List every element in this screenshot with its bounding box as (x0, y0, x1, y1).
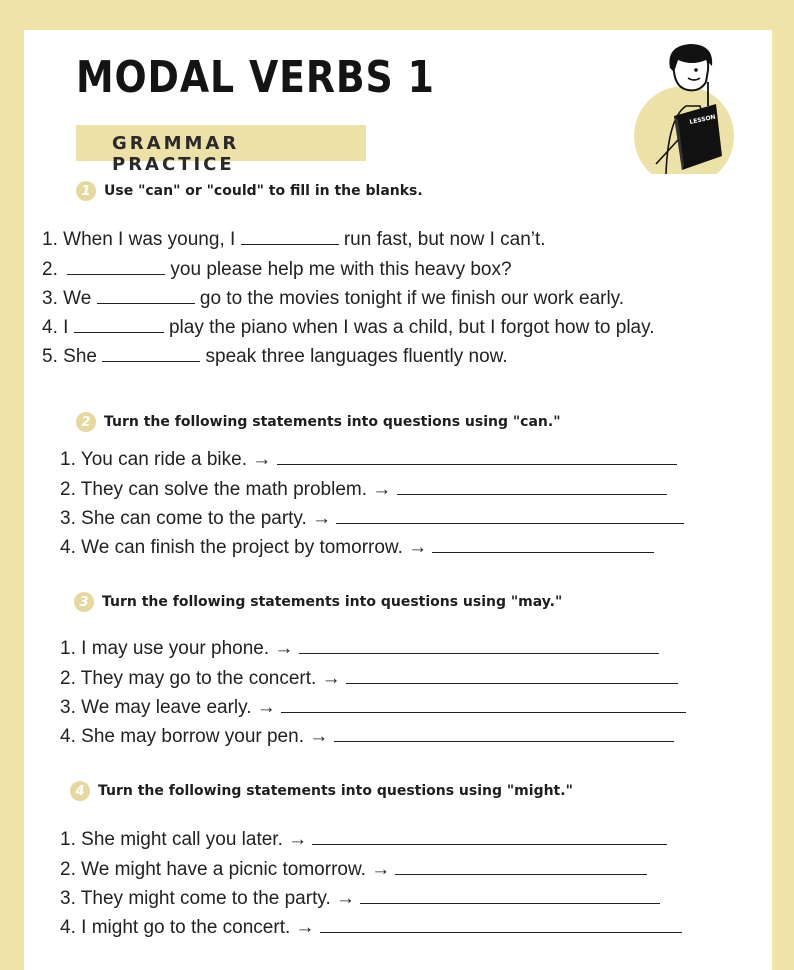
answer-blank[interactable] (336, 507, 684, 524)
section-1-heading (76, 181, 423, 201)
worksheet-page (24, 30, 772, 970)
list-item: 3. She can come to the party. → (60, 507, 684, 530)
section-instruction: Turn the following statements into questions using "may." (102, 594, 563, 610)
section-2-heading (76, 412, 561, 432)
list-item: 3. We go to the movies tonight if we finish our work early. (42, 288, 625, 309)
list-item: 4. She may borrow your pen. → (60, 725, 674, 748)
list-item: 4. We can finish the project by tomorrow. → (60, 536, 654, 559)
svg-text:LESSON: LESSON (688, 113, 717, 126)
answer-blank[interactable] (67, 258, 165, 275)
section-number-badge: 3 (74, 592, 94, 612)
banner-label: GRAMMAR PRACTICE (112, 133, 240, 175)
answer-blank[interactable] (360, 887, 660, 904)
list-item: 1. You can ride a bike. → (60, 448, 677, 471)
answer-blank[interactable] (102, 345, 200, 362)
answer-blank[interactable] (74, 316, 164, 333)
list-item: 3. They might come to the party. → (60, 887, 660, 910)
section-banner (76, 125, 366, 175)
section-4-heading (70, 781, 573, 801)
answer-blank[interactable] (241, 228, 339, 245)
list-item: 1. When I was young, I run fast, but now I can’t. (42, 229, 546, 250)
answer-blank[interactable] (320, 916, 682, 933)
student-reading-icon (626, 44, 738, 174)
list-item: 1. She might call you later. → (60, 828, 667, 851)
list-item: 1. I may use your phone. → (60, 637, 659, 660)
list-item: 2. They can solve the math problem. → (60, 478, 667, 501)
list-item: 2. They may go to the concert. → (60, 667, 678, 690)
section-instruction: Use "can" or "could" to fill in the blanks. (104, 183, 423, 199)
list-item: 4. I might go to the concert. → (60, 916, 682, 939)
list-item: 2. We might have a picnic tomorrow. → (60, 858, 647, 881)
list-item: 3. We may leave early. → (60, 696, 686, 719)
section-number-badge: 4 (70, 781, 90, 801)
section-number-badge: 2 (76, 412, 96, 432)
answer-blank[interactable] (299, 637, 659, 654)
list-item: 2. you please help me with this heavy box? (42, 259, 512, 280)
page-title: MODAL VERBS 1 (76, 52, 435, 103)
section-3-heading (74, 592, 562, 612)
list-item: 5. She speak three languages fluently now. (42, 346, 508, 367)
answer-blank[interactable] (312, 828, 667, 845)
answer-blank[interactable] (395, 858, 647, 875)
answer-blank[interactable] (277, 448, 677, 465)
answer-blank[interactable] (281, 696, 686, 713)
section-instruction: Turn the following statements into questions using "might." (98, 783, 573, 799)
list-item: 4. I play the piano when I was a child, but I forgot how to play. (42, 317, 655, 338)
answer-blank[interactable] (397, 478, 667, 495)
answer-blank[interactable] (334, 725, 674, 742)
answer-blank[interactable] (432, 536, 654, 553)
section-number-badge: 1 (76, 181, 96, 201)
section-instruction: Turn the following statements into questions using "can." (104, 414, 561, 430)
answer-blank[interactable] (97, 287, 195, 304)
answer-blank[interactable] (346, 667, 678, 684)
